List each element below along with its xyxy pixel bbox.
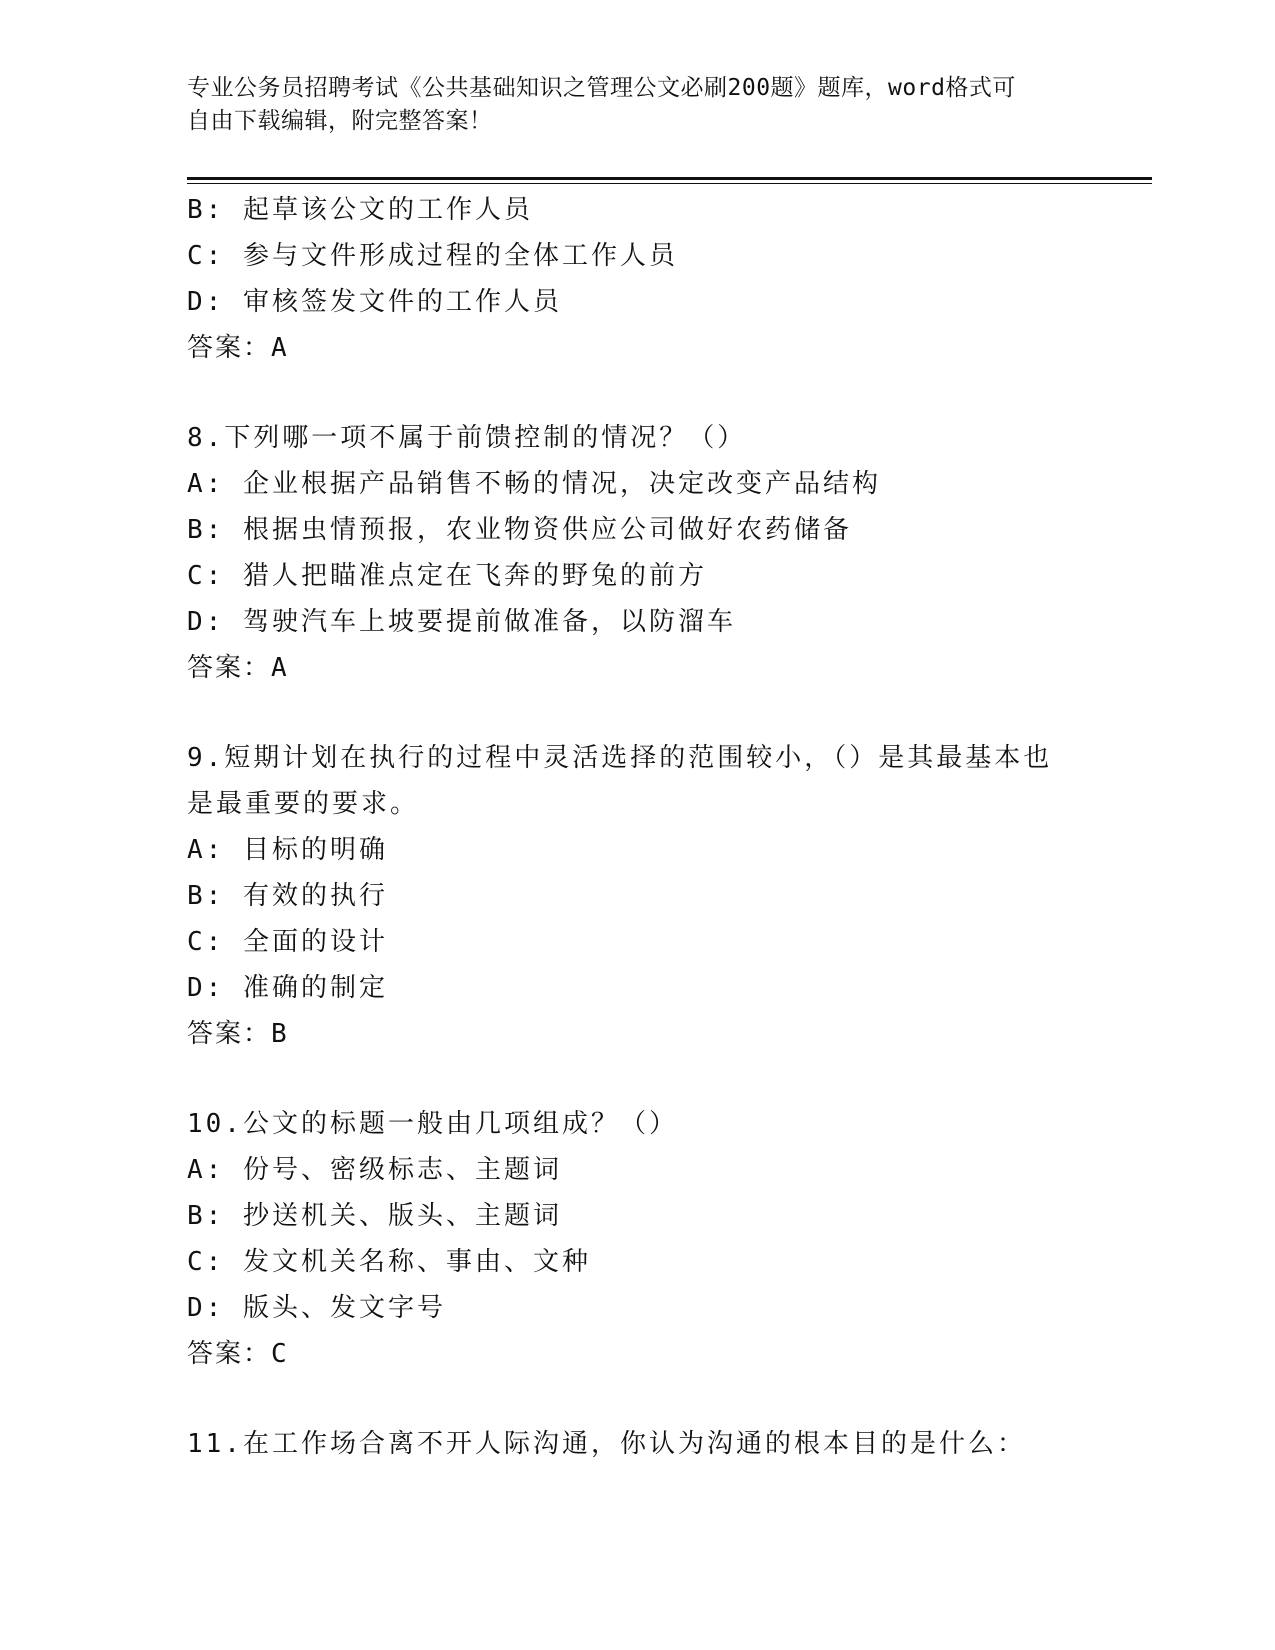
option-a: A: 份号、密级标志、主题词 (187, 1155, 562, 1185)
document-header (187, 72, 1087, 138)
option-c: C: 猎人把瞄准点定在飞奔的野兔的前方 (187, 561, 707, 591)
question-stem: 11.在工作场合离不开人际沟通，你认为沟通的根本目的是什么： (187, 1429, 1026, 1459)
question-8 (187, 415, 1087, 691)
option-d: D: 驾驶汽车上坡要提前做准备，以防溜车 (187, 607, 736, 637)
question-7-continued (187, 187, 1087, 371)
option-c: C: 全面的设计 (187, 927, 388, 957)
header-divider-thin (187, 183, 1152, 184)
question-stem-line-1: 9.短期计划在执行的过程中灵活选择的范围较小，（）是其最基本也 (187, 743, 1053, 773)
option-c: C: 参与文件形成过程的全体工作人员 (187, 241, 678, 271)
question-stem-line-2: 是最重要的要求。 (187, 789, 420, 819)
option-b: B: 起草该公文的工作人员 (187, 195, 533, 225)
spacer (187, 691, 1087, 735)
option-b: B: 有效的执行 (187, 881, 388, 911)
question-stem: 8.下列哪一项不属于前馈控制的情况？（） (187, 423, 747, 453)
option-c: C: 发文机关名称、事由、文种 (187, 1247, 591, 1277)
option-a: A: 企业根据产品销售不畅的情况，决定改变产品结构 (187, 469, 881, 499)
option-d: D: 准确的制定 (187, 973, 388, 1003)
header-line-1: 专业公务员招聘考试《公共基础知识之管理公文必刷200题》题库，word格式可 (187, 75, 1016, 101)
question-content (187, 187, 1087, 1467)
answer: 答案：A (187, 333, 289, 363)
header-line-2: 自由下载编辑，附完整答案！ (187, 108, 493, 134)
question-10 (187, 1101, 1087, 1377)
option-b: B: 抄送机关、版头、主题词 (187, 1201, 562, 1231)
option-d: D: 审核签发文件的工作人员 (187, 287, 562, 317)
option-d: D: 版头、发文字号 (187, 1293, 446, 1323)
answer: 答案：C (187, 1339, 289, 1369)
option-b: B: 根据虫情预报，农业物资供应公司做好农药储备 (187, 515, 852, 545)
header-divider-thick (187, 177, 1152, 180)
spacer (187, 1377, 1087, 1421)
answer: 答案：B (187, 1019, 289, 1049)
question-stem: 10.公文的标题一般由几项组成？（） (187, 1109, 678, 1139)
question-11 (187, 1421, 1087, 1467)
option-a: A: 目标的明确 (187, 835, 388, 865)
answer: 答案：A (187, 653, 289, 683)
spacer (187, 1057, 1087, 1101)
question-9 (187, 735, 1087, 1057)
spacer (187, 371, 1087, 415)
